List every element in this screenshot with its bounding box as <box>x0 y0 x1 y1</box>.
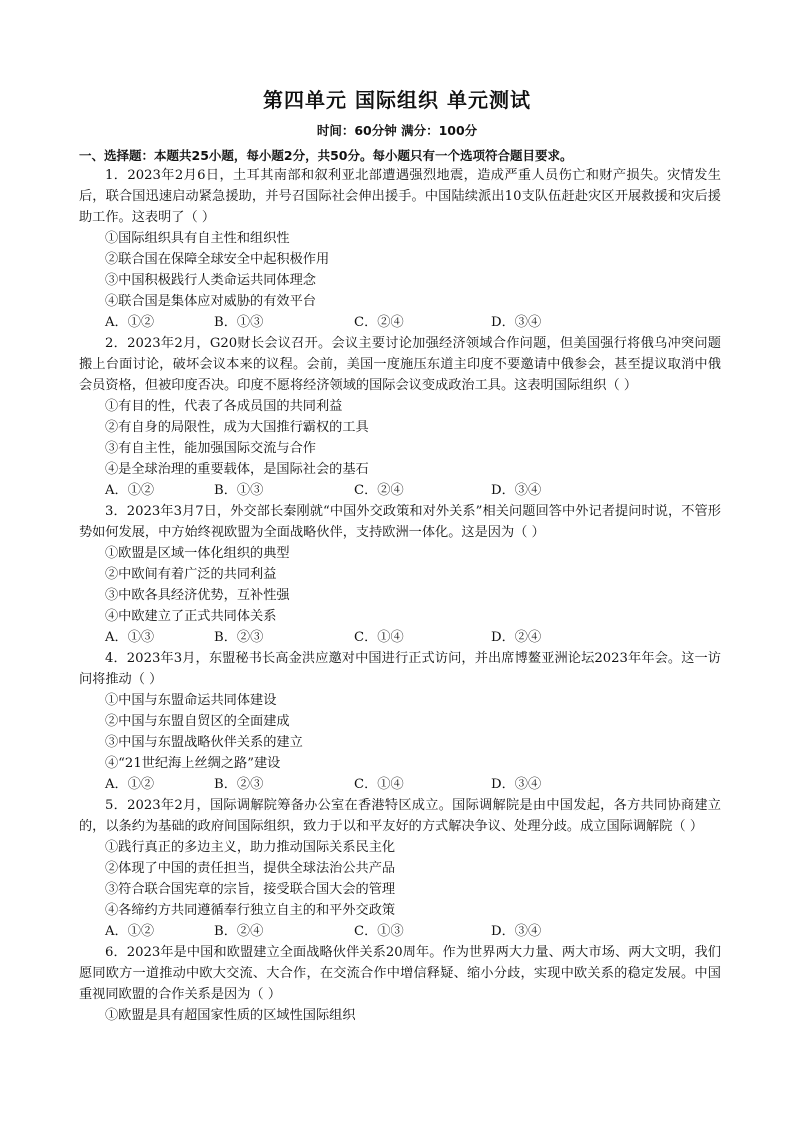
statement-item: ①有目的性，代表了各成员国的共同利益 <box>105 399 343 414</box>
question-list <box>79 165 721 1026</box>
option-d: D．③④ <box>491 777 542 792</box>
statement-item: ②体现了中国的责任担当，提供全球法治公共产品 <box>105 861 396 876</box>
statement-item: ③符合联合国宪章的宗旨，接受联合国大会的管理 <box>105 882 396 897</box>
statement-item: ①欧盟是具有超国家性质的区域性国际组织 <box>105 1008 356 1023</box>
statement-item: ①欧盟是区域一体化组织的典型 <box>105 546 290 561</box>
question-stem: 5．2023年2月，国际调解院筹备办公室在香港特区成立。国际调解院是由中国发起，各方共同协商建立的，以条约为基础的政府间国际组织，致力于以和平友好的方式解决争议、处理分歧。成立国际调解院（ ） <box>79 798 721 834</box>
statement-item: ①践行真正的多边主义，助力推动国际关系民主化 <box>105 840 396 855</box>
question-stem: 3．2023年3月7日，外交部长秦刚就“中国外交政策和对外关系”相关问题回答中外记者提问时说，不管形势如何发展，中方始终视欧盟为全面战略伙伴，支持欧洲一体化。这是因为（ ） <box>79 504 721 540</box>
answer-options <box>79 921 721 942</box>
question-2 <box>79 333 721 501</box>
option-b: B．②③ <box>214 777 264 792</box>
option-b: B．②③ <box>214 630 264 645</box>
option-c: C．②④ <box>354 483 404 498</box>
option-b: B．①③ <box>214 315 264 330</box>
question-3 <box>79 501 721 648</box>
option-c: C．①③ <box>354 924 404 939</box>
statement-item: ②联合国在保障全球安全中起积极作用 <box>105 252 330 267</box>
question-stem: 1．2023年2月6日，土耳其南部和叙利亚北部遭遇强烈地震，造成严重人员伤亡和财产损失。灾情发生后，联合国迅速启动紧急援助，并号召国际社会伸出援手。中国陆续派出10支队伍赶赴灾区开展救援和灾后援助工作。这表明了（ ） <box>79 168 721 225</box>
question-4 <box>79 648 721 795</box>
option-d: D．③④ <box>491 315 542 330</box>
option-b: B．②④ <box>214 924 264 939</box>
option-a: A．①③ <box>105 630 155 645</box>
statement-item: ④“21世纪海上丝绸之路”建设 <box>105 756 281 771</box>
question-6 <box>79 942 721 1026</box>
statement-item: ④各缔约方共同遵循奉行独立自主的和平外交政策 <box>105 903 396 918</box>
question-stem: 6．2023年是中国和欧盟建立全面战略伙伴关系20周年。作为世界两大力量、两大市场、两大文明，我们愿同欧方一道推动中欧大交流、大合作，在交流合作中增信释疑、缩小分歧，实现中欧关系的稳定发展。中国重视同欧盟的合作关系是因为（ ） <box>79 945 721 1002</box>
statement-item: ④是全球治理的重要载体，是国际社会的基石 <box>105 462 369 477</box>
statement-item: ③中国与东盟战略伙伴关系的建立 <box>105 735 303 750</box>
statement-item: ②有自身的局限性，成为大国推行霸权的工具 <box>105 420 369 435</box>
option-d: D．③④ <box>491 924 542 939</box>
statement-item: ①中国与东盟命运共同体建设 <box>105 693 277 708</box>
exam-time-score: 时间：60分钟 满分：100分 <box>316 123 478 138</box>
option-a: A．①② <box>105 924 155 939</box>
question-stem: 4．2023年3月，东盟秘书长高金洪应邀对中国进行正式访问，并出席博鳌亚洲论坛2023年年会。这一访问将推动（ ） <box>79 651 721 687</box>
option-c: C．①④ <box>354 630 404 645</box>
question-5 <box>79 795 721 942</box>
option-c: C．①④ <box>354 777 404 792</box>
answer-options <box>79 480 721 501</box>
answer-options <box>79 774 721 795</box>
statement-item: ①国际组织具有自主性和组织性 <box>105 231 290 246</box>
option-d: D．②④ <box>491 630 542 645</box>
option-b: B．①③ <box>214 483 264 498</box>
statement-item: ②中欧间有着广泛的共同利益 <box>105 567 277 582</box>
answer-options <box>79 312 721 333</box>
statement-item: ④中欧建立了正式共同体关系 <box>105 609 277 624</box>
section-heading: 一、选择题：本题共25小题，每小题2分，共50分。每小题只有一个选项符合题目要求。 <box>79 148 573 163</box>
question-stem: 2．2023年2月，G20财长会议召开。会议主要讨论加强经济领域合作问题，但美国强行将俄乌冲突问题搬上台面讨论，破坏会议本来的议程。会前，美国一度施压东道主印度不要邀请中俄参会，甚至提议取消中俄会员资格，但被印度否决。印度不愿将经济领域的国际会议变成政治工具。这表明国际组织（ ） <box>79 336 721 393</box>
option-a: A．①② <box>105 315 155 330</box>
question-1 <box>79 165 721 333</box>
page-title: 第四单元 国际组织 单元测试 <box>263 88 531 112</box>
statement-item: ③有自主性，能加强国际交流与合作 <box>105 441 316 456</box>
statement-item: ③中欧各具经济优势，互补性强 <box>105 588 290 603</box>
option-a: A．①② <box>105 483 155 498</box>
option-a: A．①② <box>105 777 155 792</box>
statement-item: ③中国积极践行人类命运共同体理念 <box>105 273 316 288</box>
option-c: C．②④ <box>354 315 404 330</box>
answer-options <box>79 627 721 648</box>
statement-item: ②中国与东盟自贸区的全面建成 <box>105 714 290 729</box>
statement-item: ④联合国是集体应对威胁的有效平台 <box>105 294 316 309</box>
option-d: D．③④ <box>491 483 542 498</box>
